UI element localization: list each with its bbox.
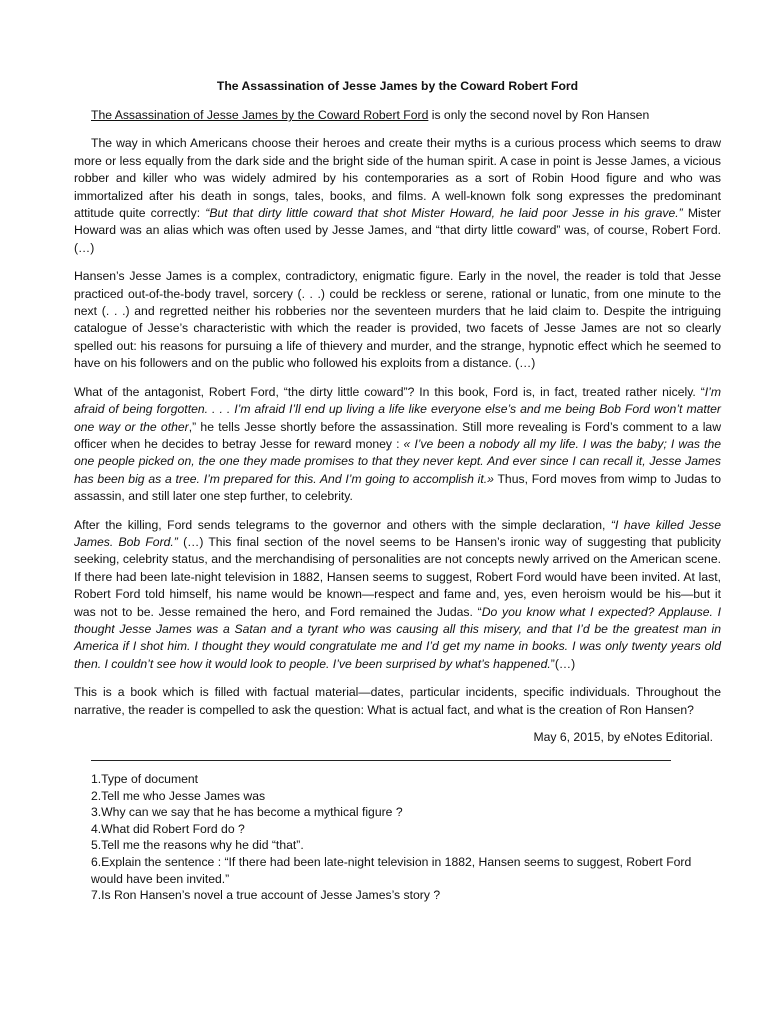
divider-line	[91, 752, 671, 761]
paragraph-1-text: The way in which Americans choose their heroes and create their myths is a curious process which seems to draw more or less equally from the dark side and the bright side of the human spirit. A case in point is Jesse James, a vicious robber and killer who was widely admired by his contemporaries as a sort of Robin Hood figure and who was immortalized after his death in songs, tales, books, and films. A well-known folk song expresses the predominant attitude quite correctly:	[74, 136, 721, 221]
ford-quote-3: Do you know what I expected? Applause. I thought Jesse James was a Satan and a tyrant who was causing all this misery, and that I’d be the greatest man in America if I shot him. I thought they would congratulate me and I’d get my name in books. I was only twenty years old then. I couldn’t see how it would look to people. I’ve been surprised by what’s happened.	[74, 604, 721, 671]
page-title: The Assassination of Jesse James by the Coward Robert Ford	[216, 79, 579, 93]
question-item: 2.Tell me who Jesse James was	[91, 788, 266, 803]
paragraph-5: This is a book which is filled with factual material—dates, particular incidents, specific individuals. Throughout the narrative, the reader is compelled to ask the question: What is actual fact, and what is the creation of Ron Hansen?	[74, 685, 721, 717]
paragraph-1	[74, 135, 721, 257]
question-item: 1.Type of document	[91, 772, 199, 786]
paragraph-3-text: What of the antagonist, Robert Ford, “the dirty little coward”? In this book, Ford is, in fact, treated rather nicely. “	[74, 384, 705, 399]
question-item: 4.What did Robert Ford do ?	[91, 821, 245, 836]
question-list	[91, 771, 721, 904]
telegram-quote: “I have killed Jesse James. Bob Ford.”	[74, 517, 721, 549]
question-item: 3.Why can we say that he has become a mythical figure ?	[91, 805, 403, 820]
paragraph-1-text-end: Mister Howard was an alias which was often used by Jesse James, and “that dirty little coward” was, of course, Robert Ford.(…)	[74, 206, 722, 255]
paragraph-4-text-end: ”(…)	[550, 656, 576, 671]
paragraph-4-text-mid: (…) This final section of the novel seems to be Hansen’s ironic way of suggesting that publicity seeking, celebrity status, and the merchandising of personalities are not concepts newly arrived on the American scene. If there had been late-night television in 1882, Hansen seems to suggest, Robert Ford would have been invited. At last, Robert Ford told himself, his name would be known—respect and fame and, yes, even heroism would be his—but it was not to be. Jesse remained the hero, and Ford remained the Judas. “	[74, 534, 721, 619]
subtitle-rest: is only the second novel by Ron Hansen	[428, 108, 650, 122]
paragraph-4-text: After the killing, Ford sends telegrams to the governor and others with the simple declaration,	[74, 517, 611, 532]
ford-quote-2: « I’ve been a nobody all my life. I was the baby; I was the one people picked on, the one they made promises to that they never kept. And ever since I can recall it, Jesse James has been big as a tree. I’m prepared for this. And I’m going to accomplish it.»	[74, 436, 721, 486]
paragraph-3-text-end: Thus, Ford moves from wimp to Judas to assassin, and still later one step further, to celebrity.	[74, 471, 721, 504]
paragraph-3-text-mid: ,” he tells Jesse shortly before the assassination. Still more revealing is Ford’s comment to a law officer when he decides to betray Jesse for reward money :	[74, 419, 721, 451]
question-item: 7.Is Ron Hansen’s novel a true account of Jesse James’s story ?	[91, 888, 441, 903]
title-link[interactable]: The Assassination of Jesse James by the Coward Robert Ford	[91, 108, 429, 122]
document-page	[74, 78, 721, 904]
question-item: 6.Explain the sentence : “If there had been late-night television in 1882, Hansen seems to suggest, Robert Ford would have been invited.”	[91, 854, 692, 886]
paragraph-2: Hansen’s Jesse James is a complex, contradictory, enigmatic figure. Early in the novel, the reader is told that Jesse practiced out-of-the-body travel, sorcery (. . .) could be reckless or serene, rational or lunatic, from one minute to the next (. . .) and regretted neither his robberies nor the seventeen murders that he laid claim to. Despite the intriguing catalogue of Jesse’s characteristic with which the reader is provided, two facets of Jesse James are not so clearly spelled out: his reasons for pursuing a life of thievery and murder, and the strange, hypnotic effect which he seemed to have on his followers and on the public who followed his exploits from a distance. (…)	[74, 269, 721, 371]
paragraph-4	[74, 517, 721, 674]
question-item: 5.Tell me the reasons why he did “that”.	[91, 838, 304, 853]
folk-song-quote: “But that dirty little coward that shot Mister Howard, he laid poor Jesse in his grave.”	[205, 206, 683, 221]
date-line: May 6, 2015, by eNotes Editorial.	[533, 730, 713, 744]
subtitle-line	[74, 107, 721, 124]
ford-quote-1: I’m afraid of being forgotten. . . . I’m afraid I’ll end up living a life like everyone else’s and me being Bob Ford won’t matter one way or the other	[74, 384, 721, 434]
paragraph-3	[74, 384, 721, 506]
